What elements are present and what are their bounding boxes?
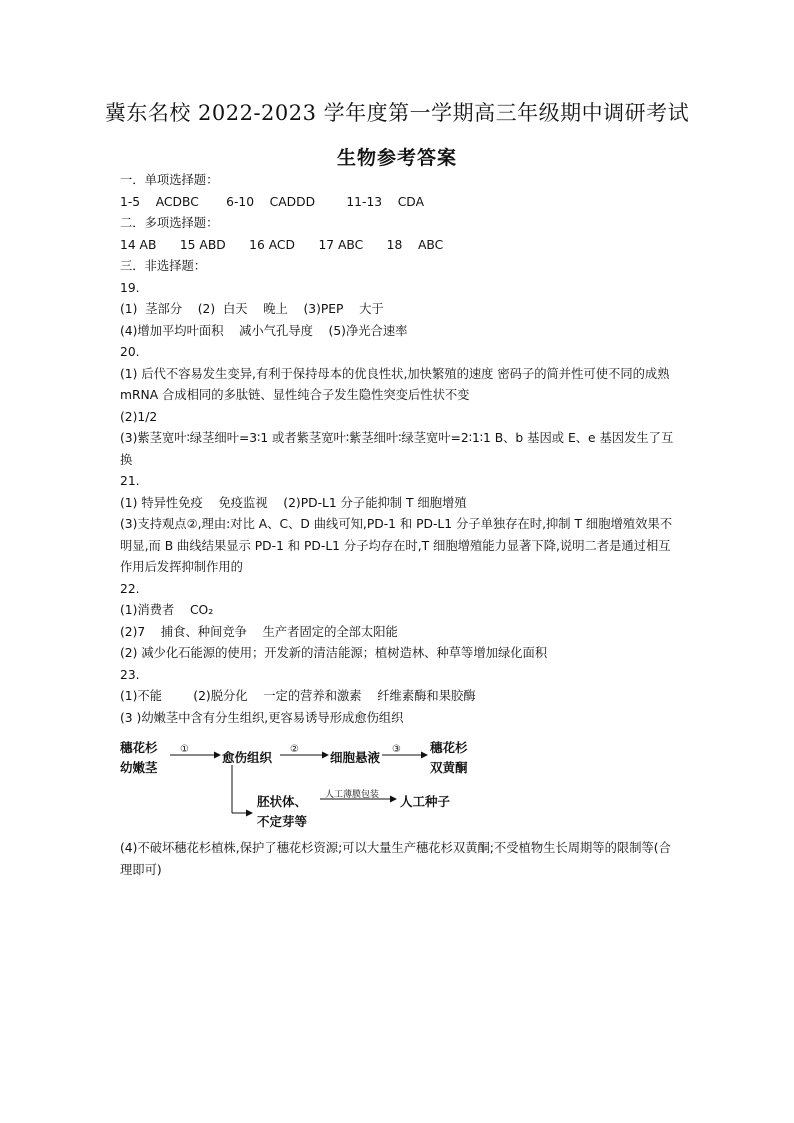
single-choice-answers: 1-5 ACDBC 6-10 CADDD 11-13 CDA [120, 194, 424, 209]
question-19-number: 19. [120, 280, 140, 295]
node-embryo-line2: 不定芽等 [257, 814, 308, 829]
packaging-label: 人工薄膜包装 [325, 790, 380, 800]
question-20-answer-line: (2)1/2 [120, 409, 158, 424]
question-22-number: 22. [120, 581, 140, 596]
tissue-culture-flow-diagram [120, 735, 520, 830]
question-21-answer-line: (1) 特异性免疫 免疫监视 (2)PD-L1 分子能抑制 T 细胞增殖 [120, 495, 467, 510]
question-19-answer-line: (4)增加平均叶面积 减小气孔导度 (5)净光合速率 [120, 323, 408, 338]
multiple-choice-answers: 14 AB 15 ABD 16 ACD 17 ABC 18 ABC [120, 237, 444, 252]
question-23-answer-line: (1)不能 (2)脱分化 一定的营养和激素 纤维素酶和果胶酶 [120, 689, 476, 703]
exam-title: 冀东名校 2022-2023 学年度第一学期高三年级期中调研考试 [104, 101, 690, 125]
node-end-line1: 穗花杉 [430, 740, 468, 755]
question-22-answer-line: (1)消费者 CO₂ [120, 603, 214, 617]
step-2-label: ② [290, 744, 299, 755]
question-19-answer-line: (1) 茎部分 (2) 白天 晚上 (3)PEP 大于 [120, 302, 384, 316]
answer-key-title: 生物参考答案 [336, 147, 457, 169]
question-23-answer-paragraph: (4)不破坏穗花杉植株,保护了穗花杉资源;可以大量生产穗花杉双黄酮;不受植物生长周期等的限制等(合理即可) [120, 841, 671, 877]
question-21-number: 21. [120, 474, 140, 488]
question-20-answer-paragraph: (1) 后代不容易发生变异,有利于保持母本的优良性状,加快繁殖的速度 密码子的简并性可使不同的成熟 mRNA 合成相同的多肽链、显性纯合子发生隐性突变后性状不变 [120, 366, 670, 402]
question-23-number: 23. [120, 667, 140, 682]
question-20-number: 20. [120, 345, 140, 359]
node-embryo-line1: 胚状体、 [257, 794, 308, 809]
node-callus: 愈伤组织 [222, 750, 273, 765]
question-23-answer-line: (3 )幼嫩茎中含有分生组织,更容易诱导形成愈伤组织 [120, 710, 404, 725]
question-20-answer-paragraph: (3)紫茎宽叶∶绿茎细叶=3∶1 或者紫茎宽叶∶紫茎细叶∶绿茎宽叶=2∶1∶1 B、b 基因或 E、e 基因发生了互换 [120, 431, 674, 467]
node-artificial-seed: 人工种子 [400, 794, 451, 809]
step-1-label: ① [180, 744, 189, 755]
question-21-answer-paragraph: (3)支持观点②,理由:对比 A、C、D 曲线可知,PD-1 和 PD-L1 分子单独存在时,抑制 T 细胞增殖效果不明显,而 B 曲线结果显示 PD-1 和 PD-L1 分子均存在时,T 细胞增殖能力显著下降,说明二者是通过相互作用后发挥抑制作用的 [120, 517, 672, 574]
answer-content [120, 170, 680, 881]
step-3-label: ③ [392, 744, 401, 755]
question-22-answer-line: (2)7 捕食、种间竞争 生产者固定的全部太阳能 [120, 624, 398, 639]
section-non-choice-heading: 三．非选择题： [120, 259, 207, 273]
question-22-answer-line: (2) 减少化石能源的使用；开发新的清洁能源；植树造林、种草等增加绿化面积 [120, 646, 548, 660]
node-cell-suspension: 细胞悬液 [330, 750, 381, 765]
node-end-line2: 双黄酮 [430, 760, 468, 775]
section-single-choice-heading: 一．单项选择题： [120, 173, 219, 187]
section-multiple-choice-heading: 二．多项选择题： [120, 216, 219, 230]
node-start-line2: 幼嫩茎 [120, 760, 158, 775]
node-start-line1: 穗花杉 [120, 740, 158, 755]
